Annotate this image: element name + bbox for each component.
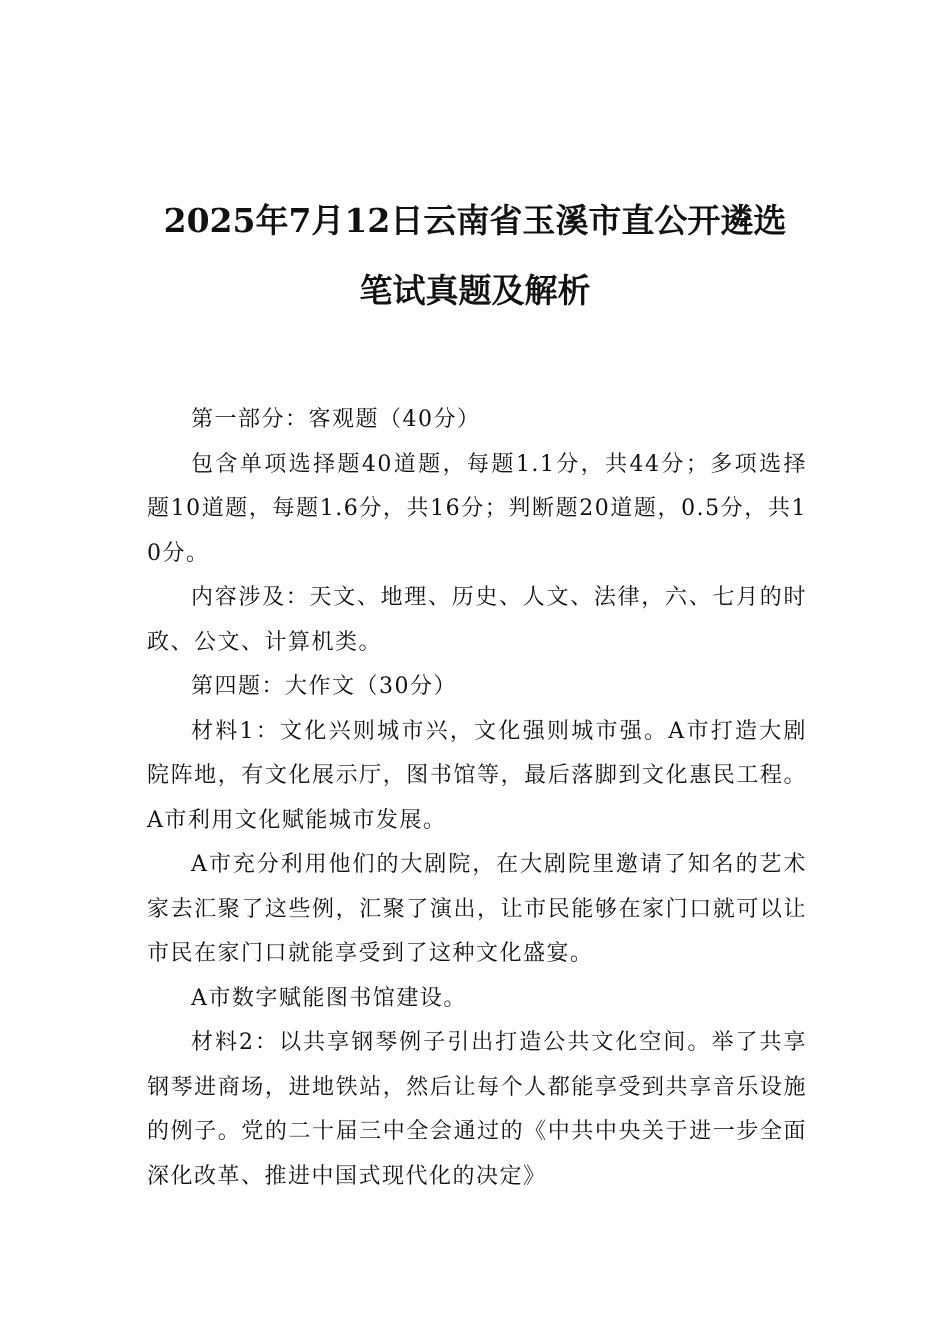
paragraph-material-1: 材料1：文化兴则城市兴，文化强则城市强。A市打造大剧院阵地，有文化展示厅，图书馆等，最后落脚到文化惠民工程。A市利用文化赋能城市发展。 xyxy=(147,718,807,833)
section-heading-objective: 第一部分：客观题（40分） xyxy=(191,407,481,432)
document-title xyxy=(100,186,850,326)
paragraph-question-types: 包含单项选择题40道题，每题1.1分，共44分；多项选择题10道题，每题1.6分，共16分；判断题20道题，0.5分，共10分。 xyxy=(147,451,807,566)
document-body xyxy=(147,398,807,1199)
paragraph-material-2: 材料2：以共享钢琴例子引出打造公共文化空间。举了共享钢琴进商场，进地铁站，然后让每个人都能享受到共享音乐设施的例子。党的二十届三中全会通过的《中共中央关于进一步全面深化改革、推进中国式现代化的决定》 xyxy=(147,1030,807,1189)
paragraph-theatre: A市充分利用他们的大剧院，在大剧院里邀请了知名的艺术家去汇聚了这些例，汇聚了演出，让市民能够在家门口就可以让市民在家门口就能享受到了这种文化盛宴。 xyxy=(147,852,807,966)
paragraph-content-scope: 内容涉及：天文、地理、历史、人文、法律，六、七月的时政、公文、计算机类。 xyxy=(147,585,807,655)
title-line-1: 2025年7月12日云南省玉溪市直公开遴选 xyxy=(163,201,787,240)
title-line-2: 笔试真题及解析 xyxy=(359,271,591,310)
paragraph-library: A市数字赋能图书馆建设。 xyxy=(191,985,467,1011)
section-heading-essay: 第四题：大作文（30分） xyxy=(191,674,457,699)
